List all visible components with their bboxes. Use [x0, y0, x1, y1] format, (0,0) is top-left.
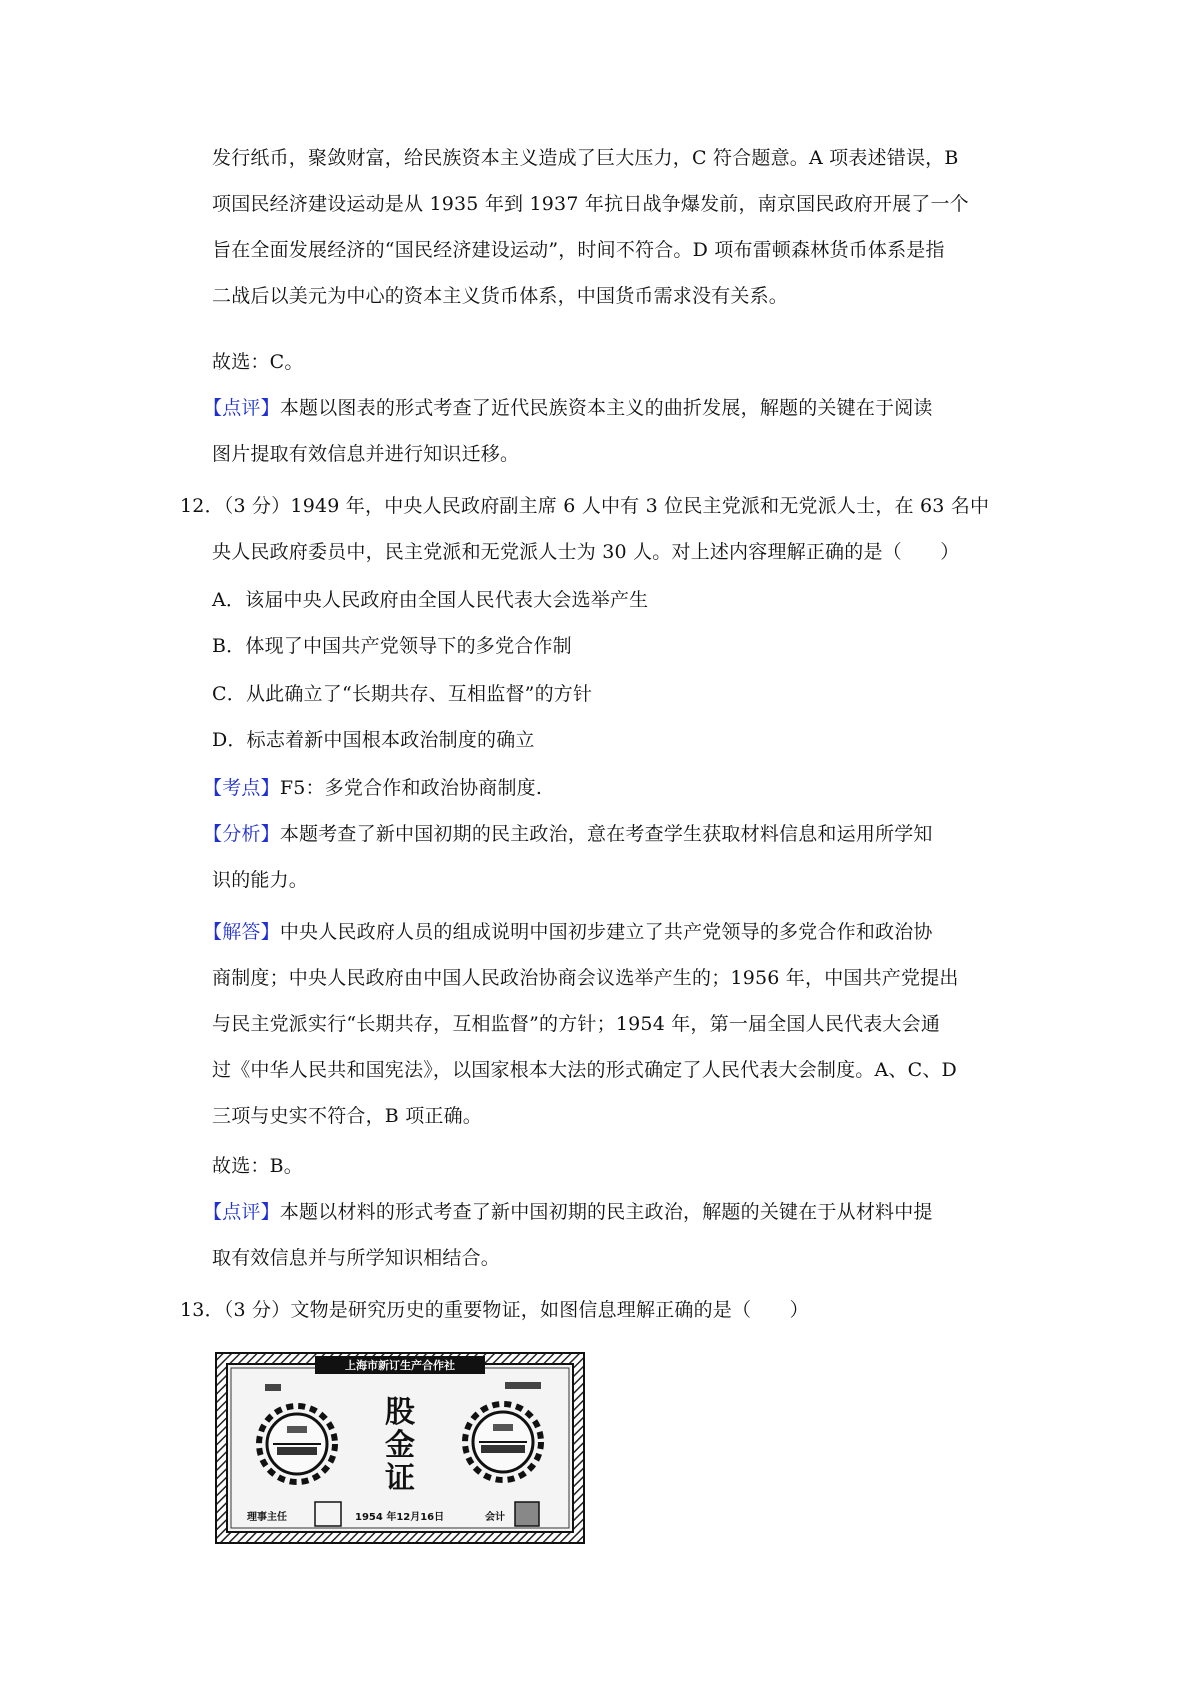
q11-text-line-2: 项国民经济建设运动是从 1935 年到 1937 年抗日战争爆发前，南京国民政府开展了一个 — [212, 193, 969, 215]
fenxi-text: 本题考查了新中国初期的民主政治，意在考查学生获取材料信息和运用所学知 — [279, 823, 933, 845]
q12-answer: 故选：B。 — [212, 1155, 303, 1177]
q11-text-line-4: 二战后以美元为中心的资本主义货币体系，中国货币需求没有关系。 — [212, 285, 789, 307]
share-certificate-image — [215, 1352, 585, 1544]
jieda-tag: 【解答】 — [203, 921, 280, 943]
center-char-1: 股 — [385, 1395, 415, 1430]
kaodian-text: F5：多党合作和政治协商制度. — [279, 777, 543, 799]
certificate-drawing — [215, 1352, 585, 1544]
q12-jieda-line-5: 三项与史实不符合，B 项正确。 — [212, 1105, 483, 1127]
left-gear-seal — [259, 1406, 335, 1482]
q12-jieda-line-2: 商制度；中央人民政府由中国人民政治协商会议选举产生的；1956 年，中国共产党提出 — [212, 967, 959, 989]
right-gear-seal — [465, 1404, 541, 1480]
q12-option-c: C．从此确立了“长期共存、互相监督”的方针 — [212, 683, 593, 705]
center-char-2: 金 — [385, 1428, 415, 1463]
q12-fenxi-line-1 — [203, 821, 933, 847]
q12-comment-line-2: 取有效信息并与所学知识相结合。 — [212, 1247, 501, 1269]
q13-stem: 13．（3 分）文物是研究历史的重要物证，如图信息理解正确的是（ ） — [180, 1299, 809, 1321]
kaodian-tag: 【考点】 — [203, 777, 280, 799]
q12-option-d: D．标志着新中国根本政治制度的确立 — [212, 729, 535, 751]
q11-comment-line-1 — [203, 395, 933, 421]
q12-kaodian — [203, 775, 542, 801]
certificate-title: 上海市新订生产合作社 — [345, 1359, 455, 1372]
bottom-left-label: 理事主任 — [247, 1512, 287, 1523]
q12-option-a: A．该届中央人民政府由全国人民代表大会选举产生 — [212, 589, 649, 611]
q11-answer: 故选：C。 — [212, 351, 304, 373]
issue-date: 1954 年12月16日 — [355, 1512, 445, 1523]
comment-tag: 【点评】 — [203, 1201, 280, 1223]
fenxi-tag: 【分析】 — [203, 823, 280, 845]
q12-fenxi-line-2: 识的能力。 — [212, 869, 309, 891]
bottom-right-label: 会计 — [485, 1512, 505, 1523]
q12-jieda-line-3: 与民主党派实行“长期共存，互相监督”的方针；1954 年，第一届全国人民代表大会通 — [212, 1013, 941, 1035]
q11-text-line-3: 旨在全面发展经济的“国民经济建设运动”，时间不符合。D 项布雷顿森林货币体系是指 — [212, 239, 945, 261]
comment-tag: 【点评】 — [203, 397, 280, 419]
q11-comment-line-2: 图片提取有效信息并进行知识迁移。 — [212, 443, 520, 465]
q12-jieda-line-4: 过《中华人民共和国宪法》，以国家根本大法的形式确定了人民代表大会制度。A、C、D — [212, 1059, 957, 1081]
jieda-text: 中央人民政府人员的组成说明中国初步建立了共产党领导的多党合作和政治协 — [279, 921, 933, 943]
q12-option-b: B．体现了中国共产党领导下的多党合作制 — [212, 635, 572, 657]
q11-text-line-1: 发行纸币，聚敛财富，给民族资本主义造成了巨大压力，C 符合题意。A 项表述错误，B — [212, 147, 959, 169]
comment-text: 本题以材料的形式考查了新中国初期的民主政治，解题的关键在于从材料中提 — [279, 1201, 933, 1223]
q12-jieda-line-1 — [203, 919, 933, 945]
center-char-3: 证 — [385, 1461, 415, 1496]
q12-comment-line-1 — [203, 1199, 933, 1225]
q12-stem-line-1: 12．（3 分）1949 年，中央人民政府副主席 6 人中有 3 位民主党派和无党派人士，在 63 名中 — [180, 495, 990, 517]
comment-text: 本题以图表的形式考查了近代民族资本主义的曲折发展，解题的关键在于阅读 — [279, 397, 933, 419]
q12-stem-line-2: 央人民政府委员中，民主党派和无党派人士为 30 人。对上述内容理解正确的是（ ） — [212, 541, 960, 563]
